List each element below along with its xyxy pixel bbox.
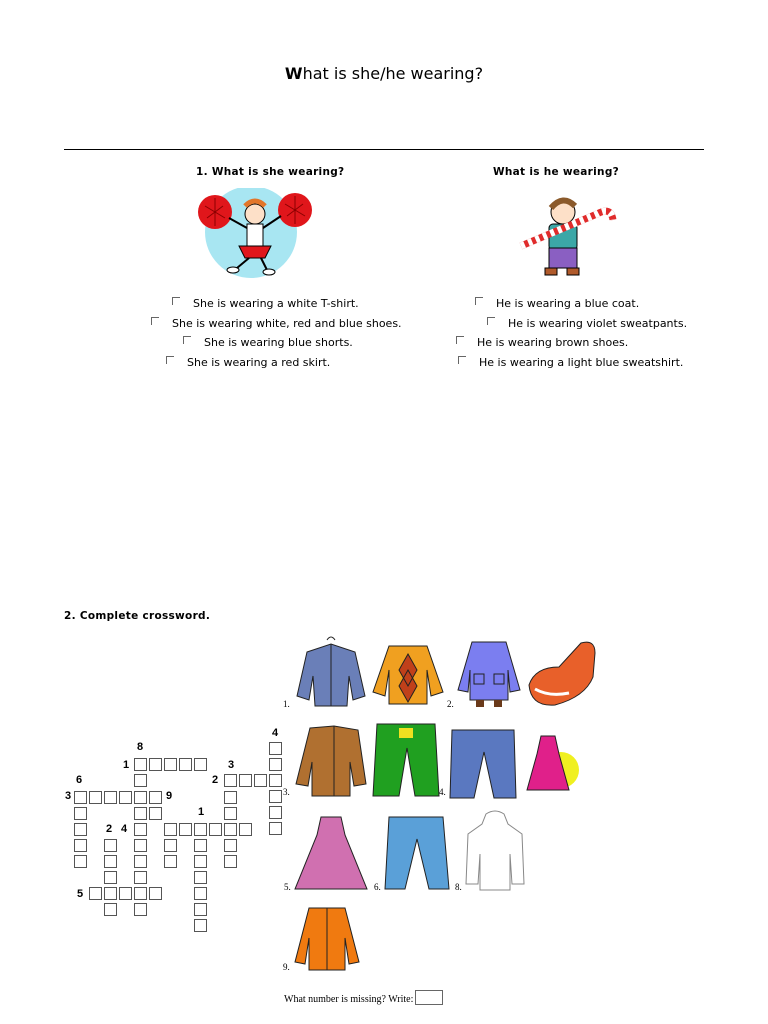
blue-jeans-icon (383, 815, 453, 893)
crossword-cell[interactable] (224, 774, 237, 787)
crossword-cell[interactable] (269, 742, 282, 755)
crossword-cell[interactable] (134, 871, 147, 884)
crossword-cell[interactable] (164, 839, 177, 852)
hoodie-icon (464, 810, 526, 892)
crossword-cell[interactable] (194, 855, 207, 868)
clue-number: 9 (166, 790, 173, 802)
missing-number-input[interactable] (415, 990, 443, 1005)
crossword-cell[interactable] (224, 823, 237, 836)
page-title: What is she/he wearing? (284, 64, 484, 83)
clue-number: 8 (137, 741, 144, 753)
crossword-cell[interactable] (74, 855, 87, 868)
crossword-cell[interactable] (224, 807, 237, 820)
crossword-cell[interactable] (119, 887, 132, 900)
crossword-cell[interactable] (74, 791, 87, 804)
shoe-icon (525, 637, 599, 709)
picture-label: 8. (455, 882, 462, 892)
clue-number: 1 (123, 759, 130, 771)
clue-number: 2 (212, 774, 219, 786)
crossword-cell[interactable] (179, 758, 192, 771)
crossword-cell[interactable] (269, 790, 282, 803)
clue-number: 2 (106, 823, 113, 835)
clue-number: 3 (228, 759, 235, 771)
she-option-3[interactable]: She is wearing blue shorts. (183, 336, 353, 349)
crossword-cell[interactable] (134, 839, 147, 852)
crossword-cell[interactable] (194, 919, 207, 932)
crossword-cell[interactable] (269, 822, 282, 835)
crossword-cell[interactable] (194, 758, 207, 771)
clue-number: 3 (65, 790, 72, 802)
clue-number: 4 (121, 823, 128, 835)
crossword-cell[interactable] (134, 903, 147, 916)
crossword-cell[interactable] (269, 806, 282, 819)
crossword-cell[interactable] (104, 791, 117, 804)
crossword-cell[interactable] (194, 887, 207, 900)
crossword-cell[interactable] (104, 887, 117, 900)
crossword-cell[interactable] (254, 774, 267, 787)
crossword-cell[interactable] (134, 774, 147, 787)
she-option-1[interactable]: She is wearing a white T-shirt. (172, 297, 359, 310)
brown-jacket-icon (294, 722, 370, 798)
crossword-cell[interactable] (224, 839, 237, 852)
crossword-cell[interactable] (164, 758, 177, 771)
he-option-4[interactable]: He is wearing a light blue sweatshirt. (458, 356, 683, 369)
picture-label: 9. (283, 962, 290, 972)
clue-number: 1 (198, 806, 205, 818)
skirt-icon (293, 815, 369, 893)
picture-label: 3. (283, 787, 290, 797)
missing-prompt-text: What number is missing? Write: (284, 994, 414, 1005)
dress-icon (519, 730, 579, 800)
crossword-cell[interactable] (224, 855, 237, 868)
crossword-cell[interactable] (209, 823, 222, 836)
sweater-icon (371, 640, 445, 708)
crossword-cell[interactable] (119, 791, 132, 804)
crossword-cell[interactable] (104, 903, 117, 916)
he-option-3[interactable]: He is wearing brown shoes. (456, 336, 628, 349)
jeans-icon (448, 728, 518, 800)
crossword-cell[interactable] (164, 823, 177, 836)
jacket-icon (293, 636, 369, 710)
she-option-4[interactable]: She is wearing a red skirt. (166, 356, 330, 369)
crossword-cell[interactable] (194, 823, 207, 836)
crossword-cell[interactable] (164, 855, 177, 868)
picture-label: 6. (374, 882, 381, 892)
clue-number: 4 (272, 727, 279, 739)
crossword-cell[interactable] (134, 791, 147, 804)
crossword-cell[interactable] (149, 791, 162, 804)
crossword-cell[interactable] (89, 887, 102, 900)
clue-number: 6 (76, 774, 83, 786)
orange-coat-icon (293, 904, 361, 972)
crossword-heading: 2. Complete crossword. (64, 610, 211, 622)
crossword-cell[interactable] (149, 887, 162, 900)
crossword-cell[interactable] (134, 823, 147, 836)
picture-label: 2. (447, 699, 454, 709)
crossword-cell[interactable] (134, 758, 147, 771)
crossword-cell[interactable] (74, 823, 87, 836)
crossword-cell[interactable] (134, 807, 147, 820)
crossword-cell[interactable] (194, 839, 207, 852)
she-heading: 1. What is she wearing? (196, 166, 345, 178)
crossword-cell[interactable] (104, 839, 117, 852)
crossword-cell[interactable] (149, 807, 162, 820)
she-option-2[interactable]: She is wearing white, red and blue shoes. (151, 317, 402, 330)
coat-icon (456, 636, 522, 708)
crossword-cell[interactable] (104, 871, 117, 884)
crossword-cell[interactable] (74, 807, 87, 820)
crossword-cell[interactable] (134, 887, 147, 900)
picture-label: 1. (283, 699, 290, 709)
crossword-cell[interactable] (239, 823, 252, 836)
he-heading: What is he wearing? (493, 166, 620, 178)
crossword-cell[interactable] (179, 823, 192, 836)
crossword-cell[interactable] (269, 758, 282, 771)
he-option-2[interactable]: He is wearing violet sweatpants. (487, 317, 687, 330)
crossword-cell[interactable] (224, 791, 237, 804)
crossword-cell[interactable] (194, 871, 207, 884)
crossword-cell[interactable] (269, 774, 282, 787)
crossword-cell[interactable] (104, 855, 117, 868)
clue-number: 5 (77, 888, 84, 900)
green-trousers-icon (371, 722, 441, 798)
picture-label: 5. (284, 882, 291, 892)
missing-number-prompt (284, 990, 443, 1005)
crossword-cell[interactable] (149, 758, 162, 771)
crossword-cell[interactable] (89, 791, 102, 804)
crossword-cell[interactable] (74, 839, 87, 852)
crossword-cell[interactable] (194, 903, 207, 916)
crossword-cell[interactable] (239, 774, 252, 787)
crossword-cell[interactable] (134, 855, 147, 868)
he-option-1[interactable]: He is wearing a blue coat. (475, 297, 639, 310)
picture-label: 4. (439, 787, 446, 797)
